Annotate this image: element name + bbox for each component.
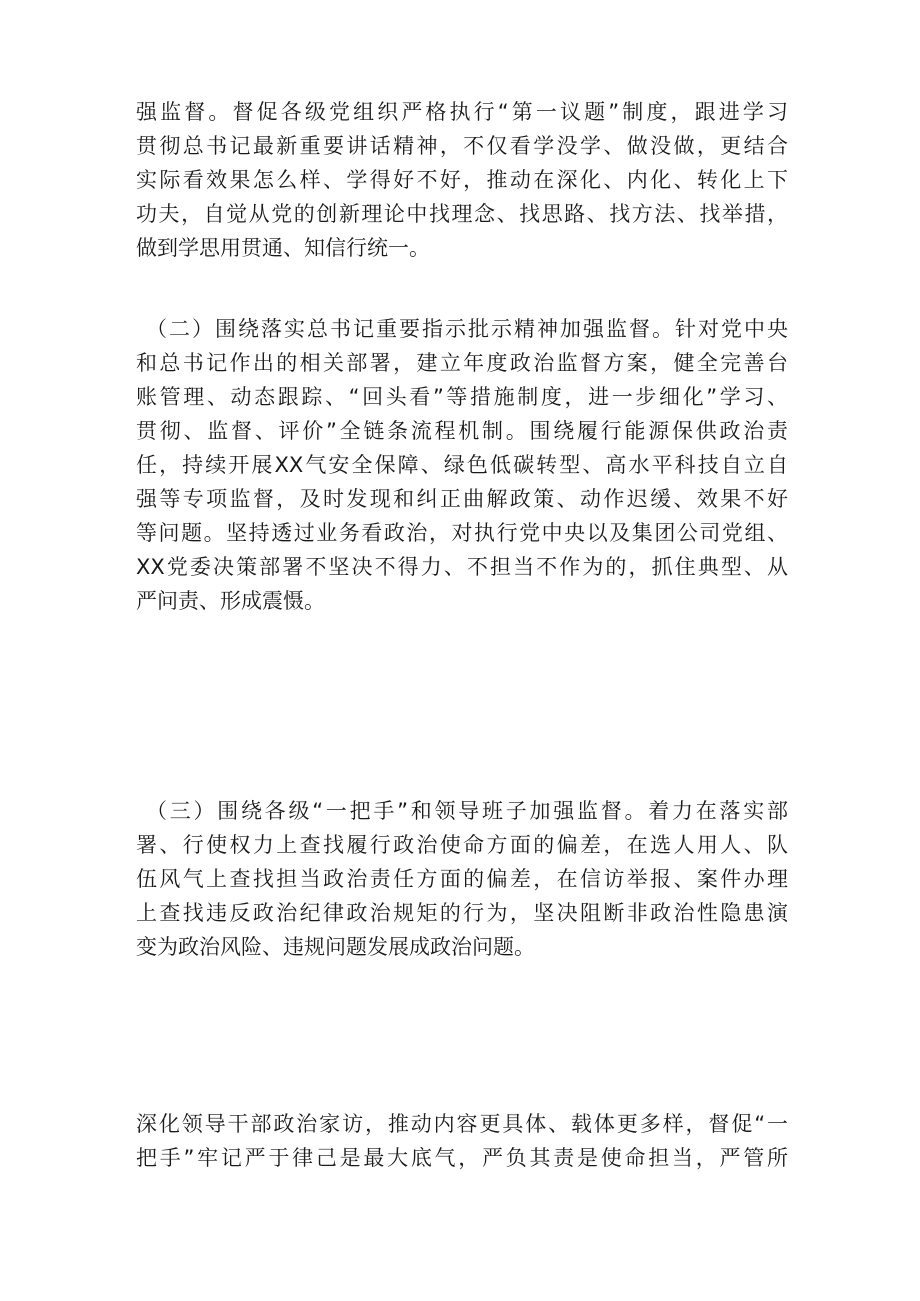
text-line: XX党委决策部署不坚决不得力、不担当不作为的，抓住典型、从 — [136, 555, 788, 579]
text-line: 上查找违反政治纪律政治规矩的行为，坚决阻断非政治性隐患演 — [136, 901, 788, 925]
text-line: 任，持续开展XX气安全保障、绿色低碳转型、高水平科技自立自 — [136, 453, 788, 477]
text-line: 署、行使权力上查找履行政治使命方面的偏差，在选人用人、队 — [136, 833, 788, 857]
text-line: 变为政治风险、违规问题发展成政治问题。 — [136, 935, 535, 959]
text-line: （三）围绕各级“一把手”和领导班子加强监督。着力在落实部 — [146, 799, 788, 823]
paragraph-home-visits — [136, 1107, 788, 1175]
text-line: 和总书记作出的相关部署，建立年度政治监督方案，健全完善台 — [136, 351, 788, 375]
text-line: 深化领导干部政治家访，推动内容更具体、载体更多样，督促“一 — [136, 1112, 788, 1136]
text-line: 贯彻总书记最新重要讲话精神，不仅看学没学、做没做，更结合 — [136, 134, 788, 158]
paragraph-section-three — [136, 794, 788, 964]
text-line: 账管理、动态跟踪、“回头看”等措施制度，进一步细化”学习、 — [136, 385, 788, 409]
text-line: 等问题。坚持透过业务看政治，对执行党中央以及集团公司党组、 — [136, 521, 788, 545]
paragraph-political-supervision-continued — [136, 95, 788, 265]
text-line: 伍风气上查找担当政治责任方面的偏差，在信访举报、案件办理 — [136, 867, 788, 891]
text-line: 严问责、形成震慑。 — [136, 589, 325, 613]
text-line: 做到学思用贯通、知信行统一。 — [136, 236, 430, 260]
text-line: 把手”牢记严于律己是最大底气，严负其责是使命担当，严管所 — [136, 1146, 788, 1170]
paragraph-section-two — [136, 312, 788, 618]
text-line: 实际看效果怎么样、学得好不好，推动在深化、内化、转化上下 — [136, 168, 788, 192]
text-line: 强等专项监督，及时发现和纠正曲解政策、动作迟缓、效果不好 — [136, 487, 788, 511]
text-line: （二）围绕落实总书记重要指示批示精神加强监督。针对党中央 — [146, 317, 788, 341]
text-line: 强监督。督促各级党组织严格执行“第一议题”制度，跟进学习 — [136, 100, 788, 124]
text-line: 功夫，自觉从党的创新理论中找理念、找思路、找方法、找举措， — [136, 202, 788, 226]
text-line: 贯彻、监督、评价”全链条流程机制。围绕履行能源保供政治责 — [136, 419, 788, 443]
